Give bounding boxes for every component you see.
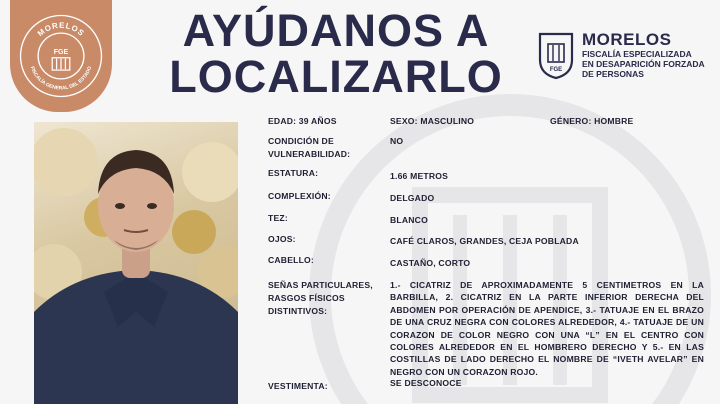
field-value: NO	[390, 136, 404, 146]
field-value: 1.66 METROS	[390, 171, 449, 181]
seal-initials: FGE	[53, 49, 69, 57]
brand-sub-2: EN DESAPARICIÓN FORZADA	[582, 59, 705, 69]
genero-text: GÉNERO: HOMBRE	[550, 116, 634, 126]
field-value: CAFÉ CLAROS, GRANDES, CEJA POBLADA	[390, 236, 579, 246]
edad-text: EDAD: 39 AÑOS	[268, 116, 337, 126]
headline-line-2: LOCALIZARLO	[169, 51, 503, 102]
headline	[140, 5, 532, 102]
field-label-line: VULNERABILIDAD:	[268, 149, 351, 159]
field-value: DELGADO	[390, 193, 435, 203]
field-complexion	[268, 190, 704, 205]
field-label-line: SEÑAS PARTICULARES,	[268, 280, 373, 290]
field-ojos	[268, 233, 704, 248]
brand-sub-3: DE PERSONAS	[582, 69, 644, 79]
field-label	[268, 135, 390, 161]
field-label: TEZ:	[268, 213, 288, 223]
field-label-line: CONDICIÓN DE	[268, 136, 334, 146]
shield-icon	[536, 30, 576, 80]
svg-text:MORELOS	[36, 21, 86, 38]
field-cabello	[268, 254, 704, 270]
fge-seal-icon	[17, 12, 105, 100]
brand-name: MORELOS	[582, 30, 672, 49]
field-value: 1.- CICATRIZ DE APROXIMADAMENTE 5 CENTIMETROS EN LA BARBILLA, 2. CICATRIZ EN LA PARTE INFERIOR DERECHA DEL ABDOMEN POR OPERACIÓN DE APENDICE, 3.- TATUAJE EN EL BRAZO DE UNA CRUZ NEGRA CON COLORES ALREDEDOR, 4.- TATUAJE DE UN CORAZON DE COLOR NEGRO CON UNA “L” EN EL CENTRO CON COLORES ALREDEDOR EN EL HOMBRERO DERECHO Y 5.- EN LAS COSTILLAS DE LADO DERECHO EL NOMBRE DE “IVETH AVELAR” EN NEGRO CON UN CORAZON ROJO.	[390, 280, 704, 377]
field-value: SE DESCONOCE	[390, 378, 462, 388]
seal-tab	[10, 0, 112, 112]
seal-text-top: MORELOS	[35, 20, 87, 39]
brand-sub-1: FISCALÍA ESPECIALIZADA	[582, 49, 692, 59]
seal-text-bottom: FISCALÍA GENERAL DEL ESTADO	[28, 66, 94, 92]
headline-line-1: AYÚDANOS A	[182, 5, 490, 56]
brand-initials: FGE	[549, 67, 563, 73]
field-vulnerabilidad	[268, 135, 704, 161]
field-senas-particulares	[268, 279, 704, 378]
sexo-text: SEXO: MASCULINO	[390, 116, 475, 126]
field-label: CABELLO:	[268, 255, 314, 265]
field-label-line: DISTINTIVOS:	[268, 306, 328, 316]
field-label: OJOS:	[268, 234, 296, 244]
field-label	[268, 279, 390, 378]
brand-logo	[536, 30, 705, 80]
person-portrait-icon	[34, 122, 238, 404]
field-label: VESTIMENTA:	[268, 381, 328, 391]
missing-person-photo	[34, 122, 238, 404]
field-tez	[268, 212, 704, 227]
field-estatura	[268, 167, 704, 183]
field-label: COMPLEXIÓN:	[268, 191, 331, 201]
field-vestimenta	[268, 377, 704, 393]
field-label-line: RASGOS FÍSICOS	[268, 293, 345, 303]
field-label: ESTATURA:	[268, 168, 319, 178]
field-value: BLANCO	[390, 215, 428, 225]
field-value: CASTAÑO, CORTO	[390, 258, 471, 268]
